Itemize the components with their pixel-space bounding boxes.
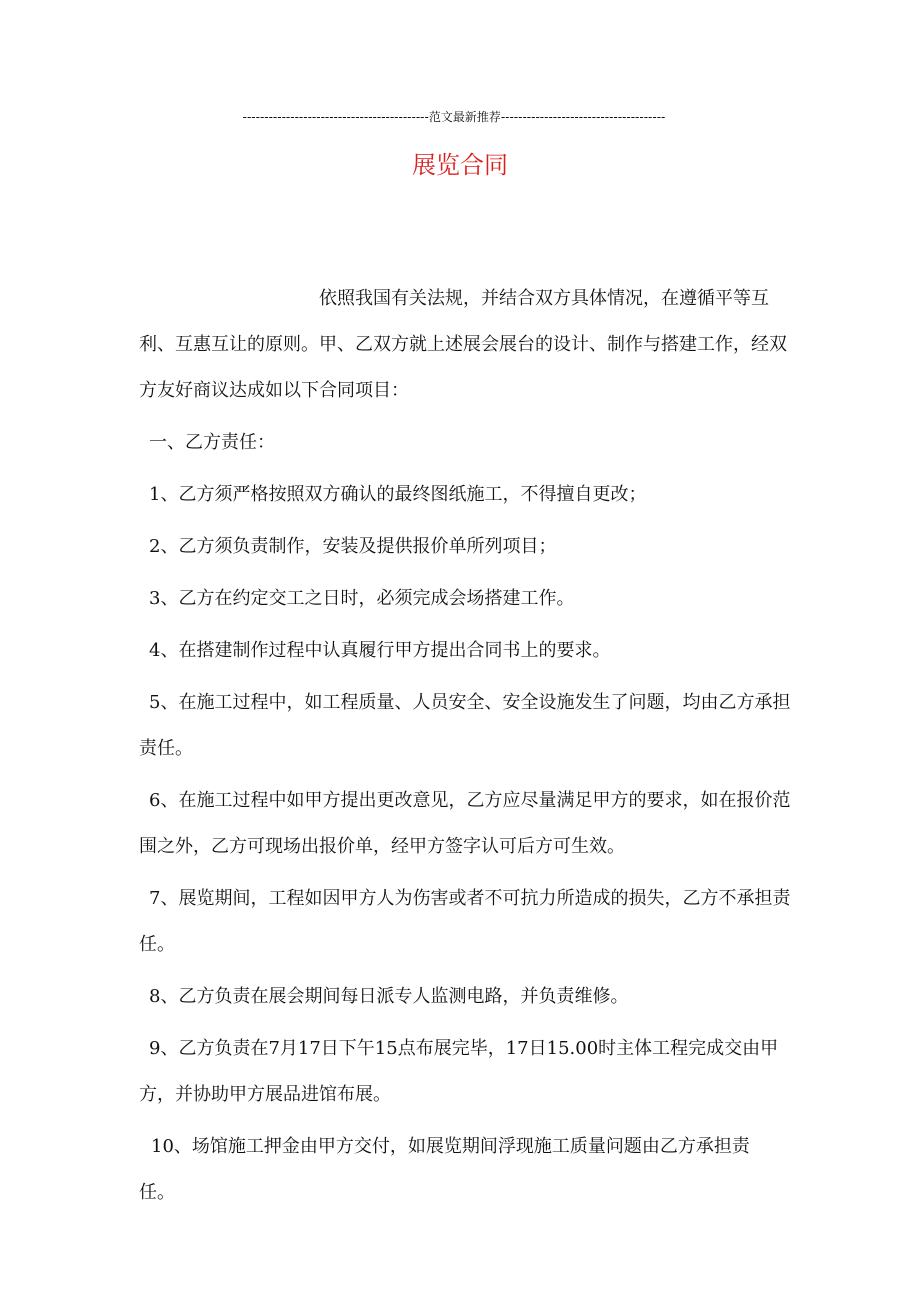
clause-6: 6、在施工过程中如甲方提出更改意见，乙方应尽量满足甲方的要求，如在报价范围之外，乙方可现场出报价单，经甲方签字认可后方可生效。 <box>139 790 791 857</box>
clause-4: 4、在搭建制作过程中认真履行甲方提出合同书上的要求。 <box>149 640 611 661</box>
clause-3: 3、乙方在约定交工之日时，必须完成会场搭建工作。 <box>149 588 575 609</box>
intro-paragraph: 依照我国有关法规，并结合双方具体情况，在遵循平等互利、互惠互让的原则。甲、乙双方就上述展会展台的设计、制作与搭建工作，经双方友好商议达成如以下合同项目： <box>139 288 787 401</box>
clause-5: 5、在施工过程中，如工程质量、人员安全、安全设施发生了问题，均由乙方承担责任。 <box>139 692 791 759</box>
document-title: 展览合同 <box>412 151 508 179</box>
clause-1: 1、乙方须严格按照双方确认的最终图纸施工，不得擅自更改； <box>149 484 647 505</box>
clause-7: 7、展览期间，工程如因甲方人为伤害或者不可抗力所造成的损失，乙方不承担责任。 <box>139 888 791 955</box>
clause-2: 2、乙方须负责制作，安装及提供报价单所列项目； <box>149 536 557 557</box>
section-heading: 一、乙方责任： <box>149 432 275 453</box>
clause-9: 9、乙方负责在7月17日下午15点布展完毕，17日15.00时主体工程完成交由甲方，并协助甲方展品进馆布展。 <box>139 1038 779 1105</box>
clause-10: 10、场馆施工押金由甲方交付，如展览期间浮现施工质量问题由乙方承担责任。 <box>139 1136 750 1203</box>
clause-8: 8、乙方负责在展会期间每日派专人监测电路，并负责维修。 <box>149 986 629 1007</box>
header-divider-line: -------------------------------------------范文最新推荐-------------------------------------- <box>242 110 666 124</box>
document-body <box>139 276 800 1216</box>
